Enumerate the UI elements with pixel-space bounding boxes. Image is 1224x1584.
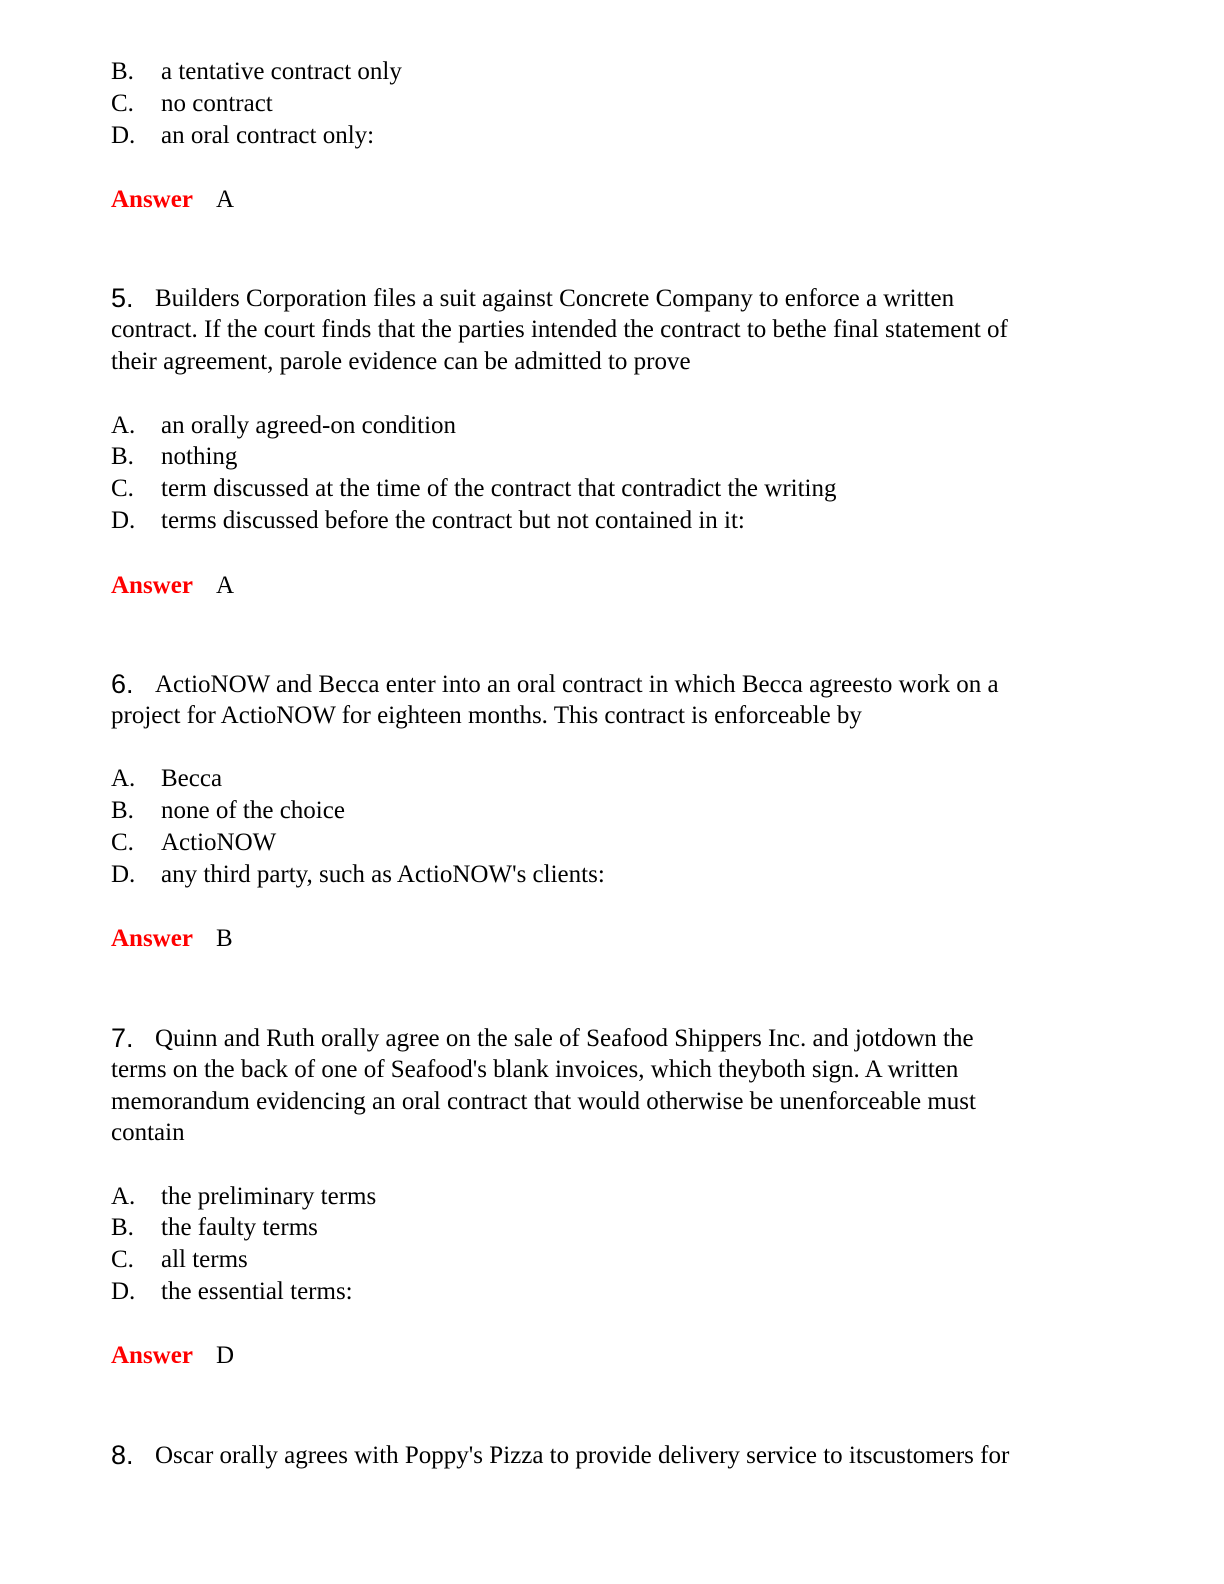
option-text: all terms: [161, 1246, 248, 1273]
option-letter: C.: [111, 90, 134, 117]
question-text-line: terms on the back of one of Seafood's blank invoices, which theyboth sign. A written: [111, 1056, 959, 1083]
question-number: 7.: [111, 1023, 134, 1053]
option-letter: D.: [111, 507, 136, 534]
option-text: the faulty terms: [161, 1214, 318, 1241]
option-letter: D.: [111, 1278, 136, 1305]
question-number: 6.: [111, 669, 134, 699]
question-number: 5.: [111, 283, 134, 313]
option-letter: D.: [111, 122, 136, 149]
option-text: none of the choice: [161, 797, 345, 824]
option-letter: A.: [111, 412, 136, 439]
option-letter: C.: [111, 475, 134, 502]
question-text-line: Quinn and Ruth orally agree on the sale of Seafood Shippers Inc. and jotdown the: [155, 1025, 974, 1052]
option-text: the preliminary terms: [161, 1183, 377, 1210]
option-text: terms discussed before the contract but not contained in it:: [161, 507, 745, 534]
answer-label: Answer: [111, 1342, 193, 1369]
option-letter: B.: [111, 58, 134, 85]
option-letter: C.: [111, 1246, 134, 1273]
answer-value: A: [216, 186, 235, 213]
option-text: nothing: [161, 443, 238, 470]
answer-value: B: [216, 925, 233, 952]
question-text-line: Builders Corporation files a suit against Concrete Company to enforce a written: [155, 285, 955, 312]
answer-label: Answer: [111, 925, 193, 952]
answer-value: A: [216, 572, 235, 599]
option-text: Becca: [161, 765, 223, 792]
option-letter: A.: [111, 765, 136, 792]
option-text: the essential terms:: [161, 1278, 353, 1305]
answer-value: D: [216, 1342, 235, 1369]
question-text-line: contract. If the court finds that the parties intended the contract to bethe final statement of: [111, 316, 1008, 343]
option-text: no contract: [161, 90, 273, 117]
option-text: term discussed at the time of the contract that contradict the writing: [161, 475, 837, 502]
option-text: ActioNOW: [161, 829, 277, 856]
question-text-line: ActioNOW and Becca enter into an oral contract in which Becca agreesto work on a: [155, 671, 999, 698]
option-text: a tentative contract only: [161, 58, 402, 85]
option-letter: D.: [111, 861, 136, 888]
answer-label: Answer: [111, 572, 193, 599]
option-letter: B.: [111, 443, 134, 470]
option-letter: C.: [111, 829, 134, 856]
answer-label: Answer: [111, 186, 193, 213]
option-text: an oral contract only:: [161, 122, 375, 149]
option-letter: B.: [111, 797, 134, 824]
question-text-line: project for ActioNOW for eighteen months. This contract is enforceable by: [111, 702, 862, 729]
question-number: 8.: [111, 1440, 134, 1470]
option-letter: B.: [111, 1214, 134, 1241]
question-text-line: contain: [111, 1119, 185, 1146]
option-text: an orally agreed-on condition: [161, 412, 457, 439]
question-text-line: their agreement, parole evidence can be admitted to prove: [111, 348, 691, 375]
question-text-line: memorandum evidencing an oral contract that would otherwise be unenforceable must: [111, 1088, 976, 1115]
question-text-line: Oscar orally agrees with Poppy's Pizza to provide delivery service to itscustomers for: [155, 1442, 1010, 1469]
option-text: any third party, such as ActioNOW's clients:: [161, 861, 605, 888]
option-letter: A.: [111, 1183, 136, 1210]
